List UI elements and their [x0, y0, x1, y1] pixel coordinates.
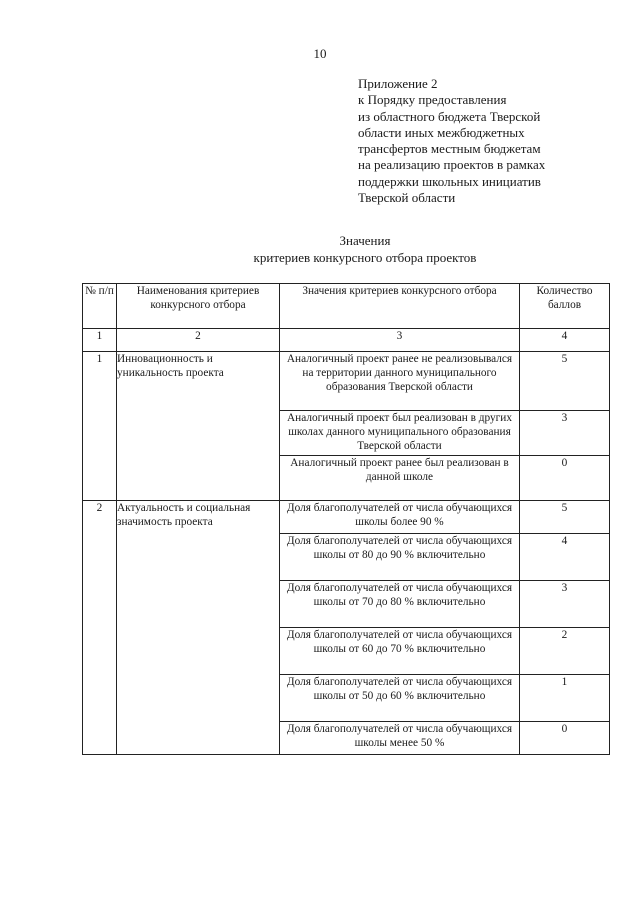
criterion-name: Актуальность и социальная значимость проекта: [117, 501, 280, 755]
criterion-value: Аналогичный проект ранее не реализовывался на территории данного муниципального образования Тверской области: [280, 352, 520, 411]
criterion-value: Аналогичный проект ранее был реализован в данной школе: [280, 456, 520, 501]
title-line-1: Значения: [339, 233, 391, 248]
criterion-value: Доля благополучателей от числа обучающихся школы от 80 до 90 % включительно: [280, 534, 520, 581]
title-line-2: критериев конкурсного отбора проектов: [253, 250, 477, 265]
criterion-score: 3: [520, 581, 610, 628]
appendix-line: Приложение 2: [358, 76, 438, 91]
criterion-score: 0: [520, 722, 610, 755]
criterion-score: 5: [520, 501, 610, 534]
criterion-value: Доля благополучателей от числа обучающихся школы от 70 до 80 % включительно: [280, 581, 520, 628]
criterion-value: Доля благополучателей от числа обучающихся школы менее 50 %: [280, 722, 520, 755]
header-row: [83, 284, 610, 329]
appendix-reference: [358, 76, 628, 206]
criterion-score: 5: [520, 352, 610, 411]
appendix-line: области иных межбюджетных: [358, 124, 525, 140]
page-number: 10: [313, 46, 327, 61]
criterion-score: 0: [520, 456, 610, 501]
document-title: [0, 232, 640, 266]
criterion-name: Инновационность и уникальность проекта: [117, 352, 280, 501]
header-no: № п/п: [83, 284, 117, 329]
criterion-score: 3: [520, 411, 610, 456]
table-row: [83, 501, 610, 534]
column-number: 4: [520, 329, 610, 352]
appendix-line: из областного бюджета Тверской: [358, 108, 541, 124]
criterion-score: 2: [520, 628, 610, 675]
column-number: 3: [280, 329, 520, 352]
criterion-value: Доля благополучателей от числа обучающихся школы от 50 до 60 % включительно: [280, 675, 520, 722]
criterion-value: Доля благополучателей от числа обучающихся школы от 60 до 70 % включительно: [280, 628, 520, 675]
appendix-line: на реализацию проектов в рамках: [358, 157, 546, 173]
criterion-score: 4: [520, 534, 610, 581]
column-number: 2: [117, 329, 280, 352]
column-number-row: [83, 329, 610, 352]
criterion-number: 2: [83, 501, 117, 755]
criterion-value: Доля благополучателей от числа обучающихся школы более 90 %: [280, 501, 520, 534]
header-value: Значения критериев конкурсного отбора: [280, 284, 520, 329]
appendix-line: Тверской области: [358, 190, 456, 206]
column-number: 1: [83, 329, 117, 352]
header-name: Наименования критериев конкурсного отбора: [117, 284, 280, 329]
table-row: [83, 352, 610, 411]
criterion-value: Аналогичный проект был реализован в других школах данного муниципального образования Тверской области: [280, 411, 520, 456]
criterion-number: 1: [83, 352, 117, 501]
appendix-line: трансфертов местным бюджетам: [358, 141, 541, 157]
criteria-table: [82, 283, 610, 755]
appendix-line: поддержки школьных инициатив: [358, 173, 541, 189]
header-score: Количество баллов: [520, 284, 610, 329]
criterion-score: 1: [520, 675, 610, 722]
appendix-line: к Порядку предоставления: [358, 92, 507, 108]
